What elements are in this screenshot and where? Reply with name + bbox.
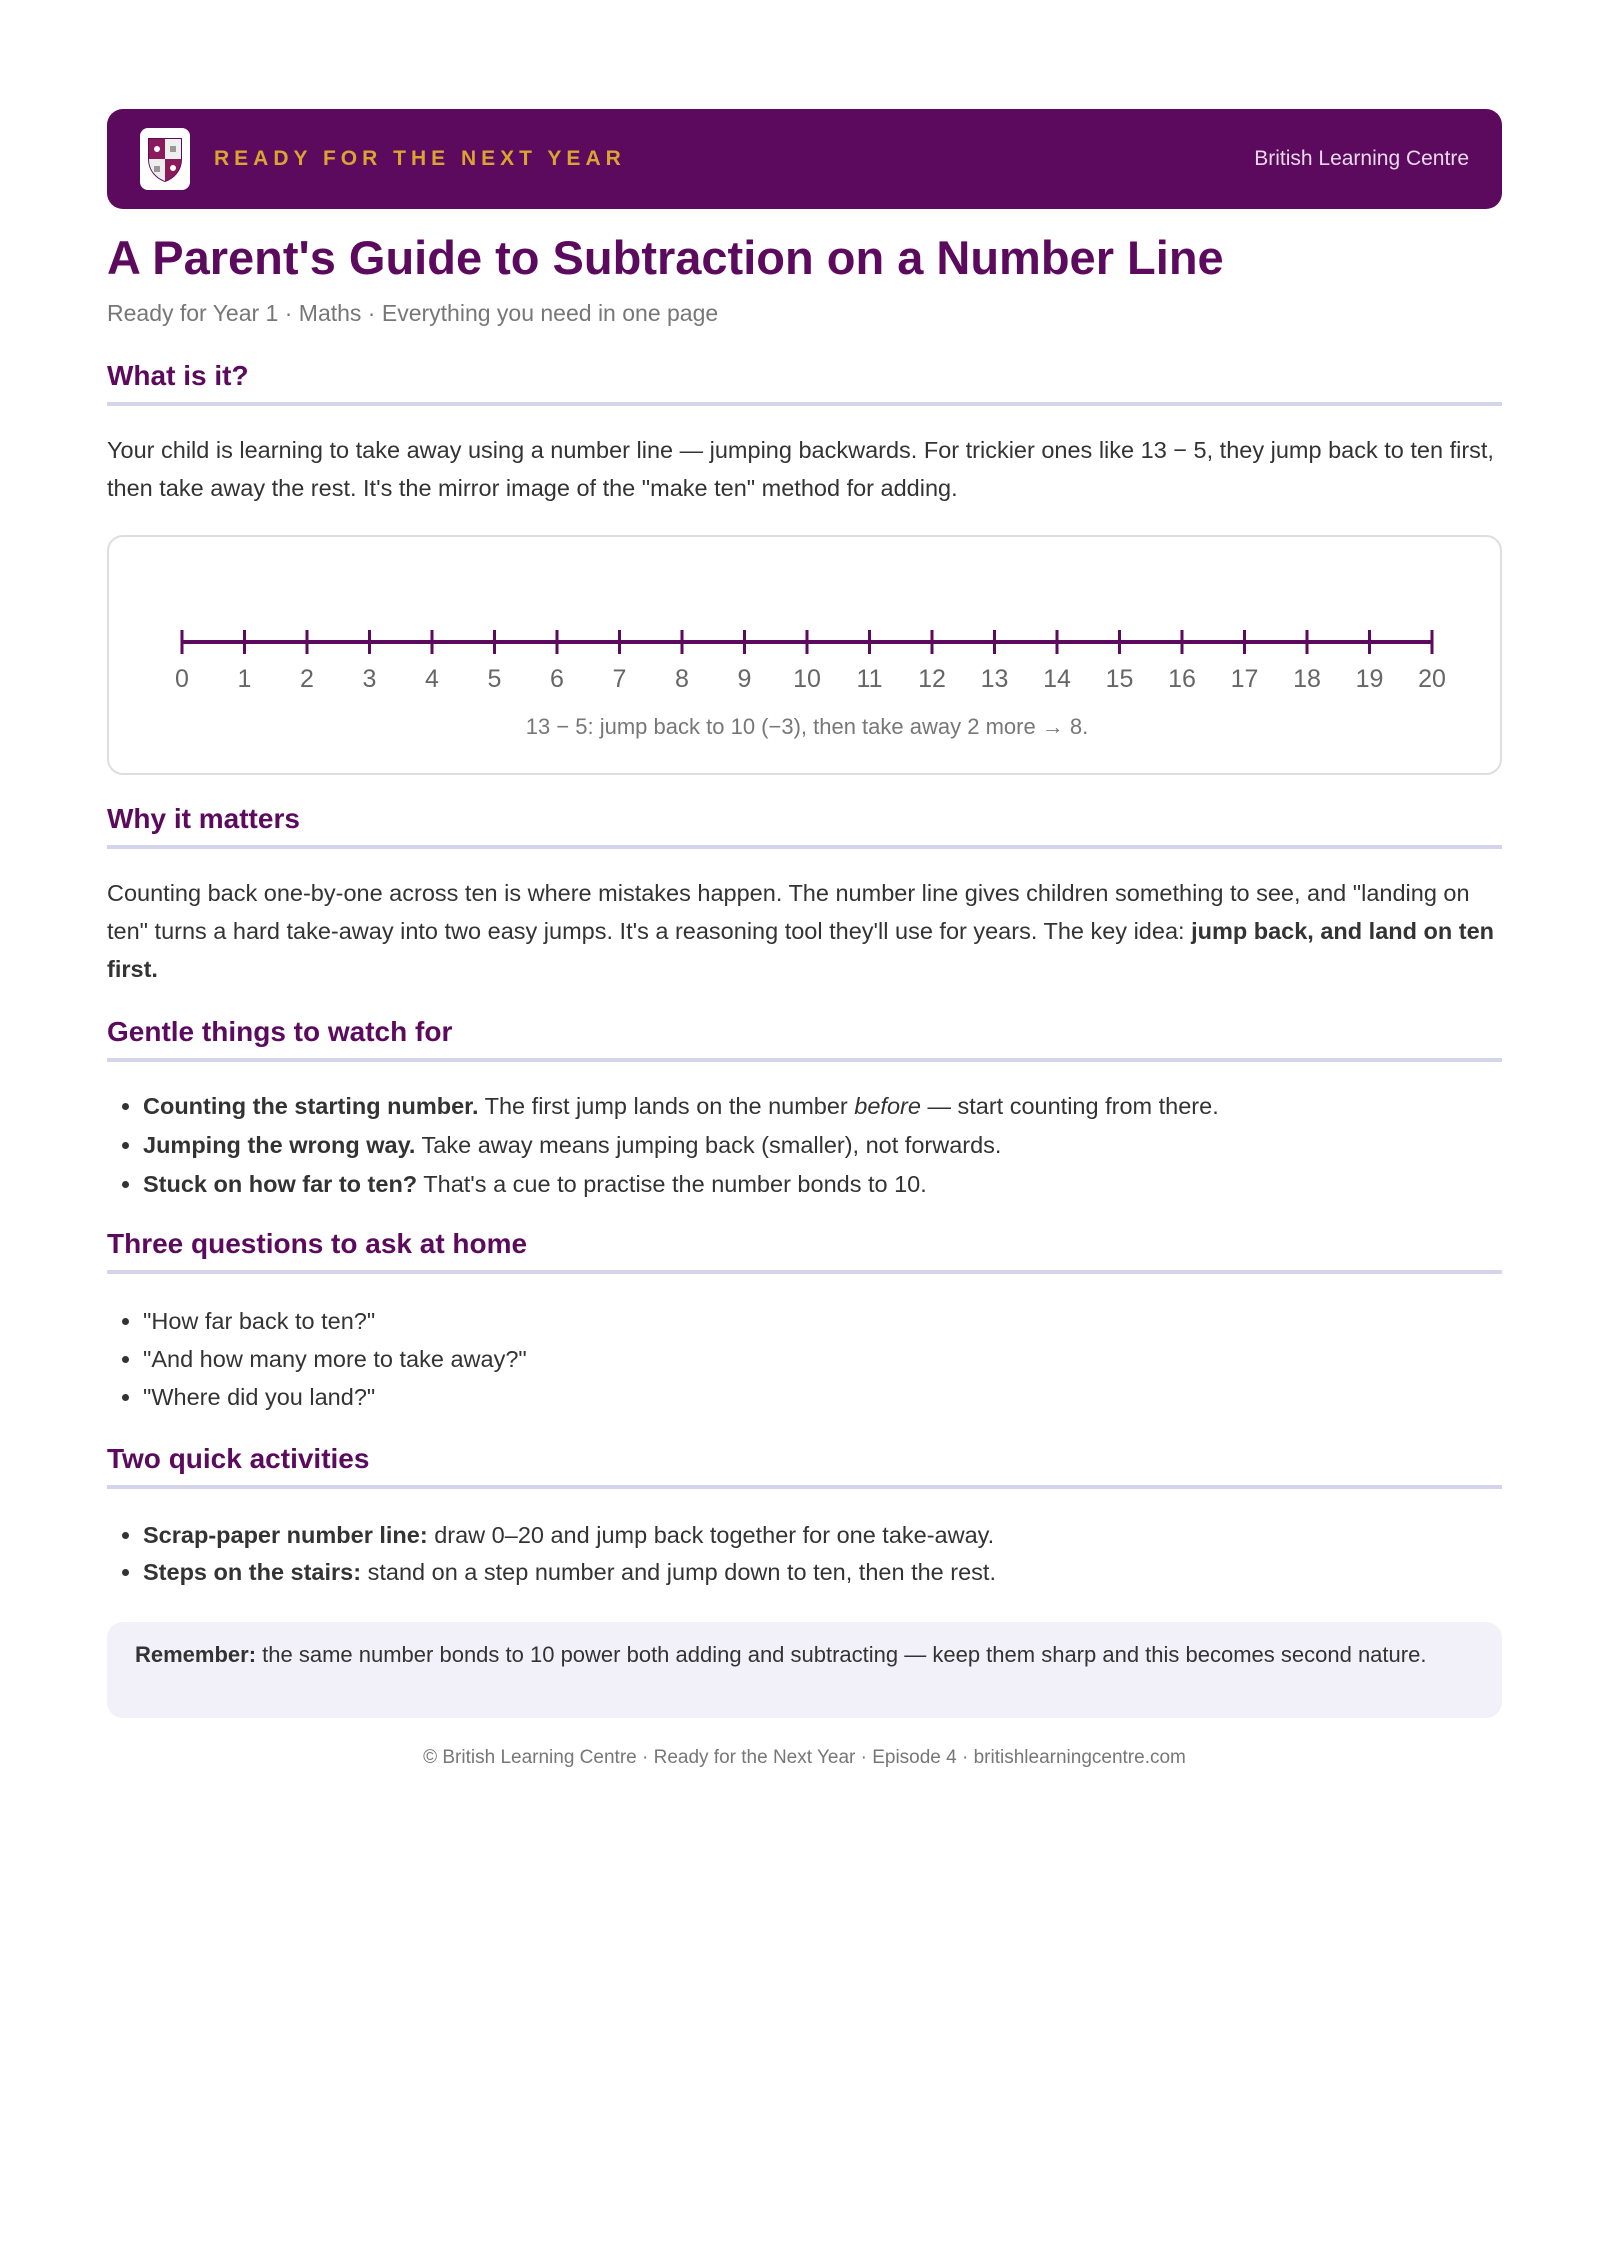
heading-activities: Two quick activities — [107, 1443, 1502, 1489]
crest-shield-icon — [140, 128, 190, 190]
number-line-label: 11 — [856, 665, 883, 693]
number-line-label: 8 — [675, 665, 689, 693]
number-line-label: 0 — [175, 665, 189, 693]
list-item-text: — start counting from there. — [920, 1093, 1219, 1119]
footer: © British Learning Centre · Ready for the Next Year · Episode 4 · britishlearningcentre.com — [423, 1747, 1186, 1768]
number-line-label: 3 — [362, 665, 377, 693]
list-item — [143, 1087, 1538, 1126]
number-line-label: 10 — [793, 665, 821, 693]
heading-what-is-it: What is it? — [107, 360, 1502, 406]
watch-for-list — [107, 1087, 1538, 1204]
heading-watch-for: Gentle things to watch for — [107, 1016, 1502, 1062]
list-item — [143, 1126, 1538, 1165]
series-title: READY FOR THE NEXT YEAR — [214, 147, 626, 170]
remember-text: the same number bonds to 10 power both adding and subtracting — keep them sharp and this becomes second nature. — [256, 1642, 1427, 1667]
heading-why-it-matters: Why it matters — [107, 803, 1502, 849]
list-item — [143, 1517, 1538, 1554]
key-idea: jump back, and land on ten first. — [107, 918, 1494, 982]
activities-list — [107, 1517, 1538, 1591]
list-item — [143, 1554, 1538, 1591]
number-line-label: 6 — [550, 665, 564, 693]
number-line-label: 15 — [1105, 665, 1134, 693]
list-item-bold: Counting the starting number. — [143, 1093, 479, 1119]
number-line-label: 12 — [918, 665, 946, 693]
list-item-text: That's a cue to practise the number bonds to 10. — [417, 1171, 927, 1197]
why-it-matters-body: Counting back one-by-one across ten is where mistakes happen. The number line gives children something to see, and "landing on ten" turns a hard take-away into two easy jumps. It's a reasoning tool they'll use for years. The key idea: — [107, 880, 1470, 944]
number-line-label: 20 — [1418, 665, 1446, 693]
list-item-bold: Jumping the wrong way. — [143, 1132, 416, 1158]
number-line-label: 17 — [1230, 665, 1259, 693]
number-line-label: 4 — [425, 665, 439, 693]
remember-label: Remember: — [135, 1642, 257, 1667]
number-line-label: 5 — [487, 665, 502, 693]
questions-list — [107, 1302, 1538, 1416]
number-line-label: 16 — [1168, 665, 1196, 693]
list-item-bold: Scrap-paper number line: — [143, 1522, 428, 1548]
what-is-it-text: Your child is learning to take away using a number line — jumping backwards. For trickier ones like 13 − 5, they jump back to ten first, then take away the rest. It's the mirror image of the "make ten" method for adding. — [107, 437, 1494, 501]
heading-questions: Three questions to ask at home — [107, 1228, 1502, 1274]
header-banner — [107, 109, 1502, 209]
list-item-bold: Steps on the stairs: — [143, 1559, 362, 1585]
page-title: A Parent's Guide to Subtraction on a Number Line — [107, 231, 1224, 284]
number-line-label: 1 — [237, 665, 252, 693]
number-line-diagram — [109, 537, 1504, 777]
list-item-text: stand on a step number and jump down to ten, then the rest. — [361, 1559, 996, 1585]
list-item-text: Take away means jumping back (smaller), not forwards. — [415, 1132, 1002, 1158]
list-item-italic: before — [854, 1093, 921, 1119]
number-line-label: 14 — [1043, 665, 1071, 693]
number-line-label: 2 — [300, 665, 314, 693]
number-line-figure — [107, 535, 1502, 775]
list-item-text: The first jump lands on the number — [478, 1093, 855, 1119]
list-item-bold: Stuck on how far to ten? — [143, 1171, 418, 1197]
number-line-label: 13 — [980, 665, 1009, 693]
remember-callout — [107, 1622, 1502, 1718]
number-line-label: 18 — [1293, 665, 1321, 693]
organisation-name: British Learning Centre — [1254, 147, 1469, 170]
list-item: • "And how many more to take away?" — [143, 1340, 1538, 1378]
page-subtitle: Ready for Year 1 · Maths · Everything you need in one page — [107, 300, 719, 326]
number-line-label: 9 — [737, 665, 752, 693]
list-item-text: draw 0–20 and jump back together for one take-away. — [427, 1522, 995, 1548]
list-item: • "How far back to ten?" — [143, 1302, 1538, 1340]
number-line-label: 7 — [612, 665, 627, 693]
number-line-caption: 13 − 5: jump back to 10 (−3), then take away 2 more → 8. — [525, 714, 1089, 739]
list-item — [143, 1165, 1538, 1204]
why-it-matters-text — [107, 874, 1502, 988]
list-item: • "Where did you land?" — [143, 1378, 1538, 1416]
number-line-label: 19 — [1355, 665, 1384, 693]
